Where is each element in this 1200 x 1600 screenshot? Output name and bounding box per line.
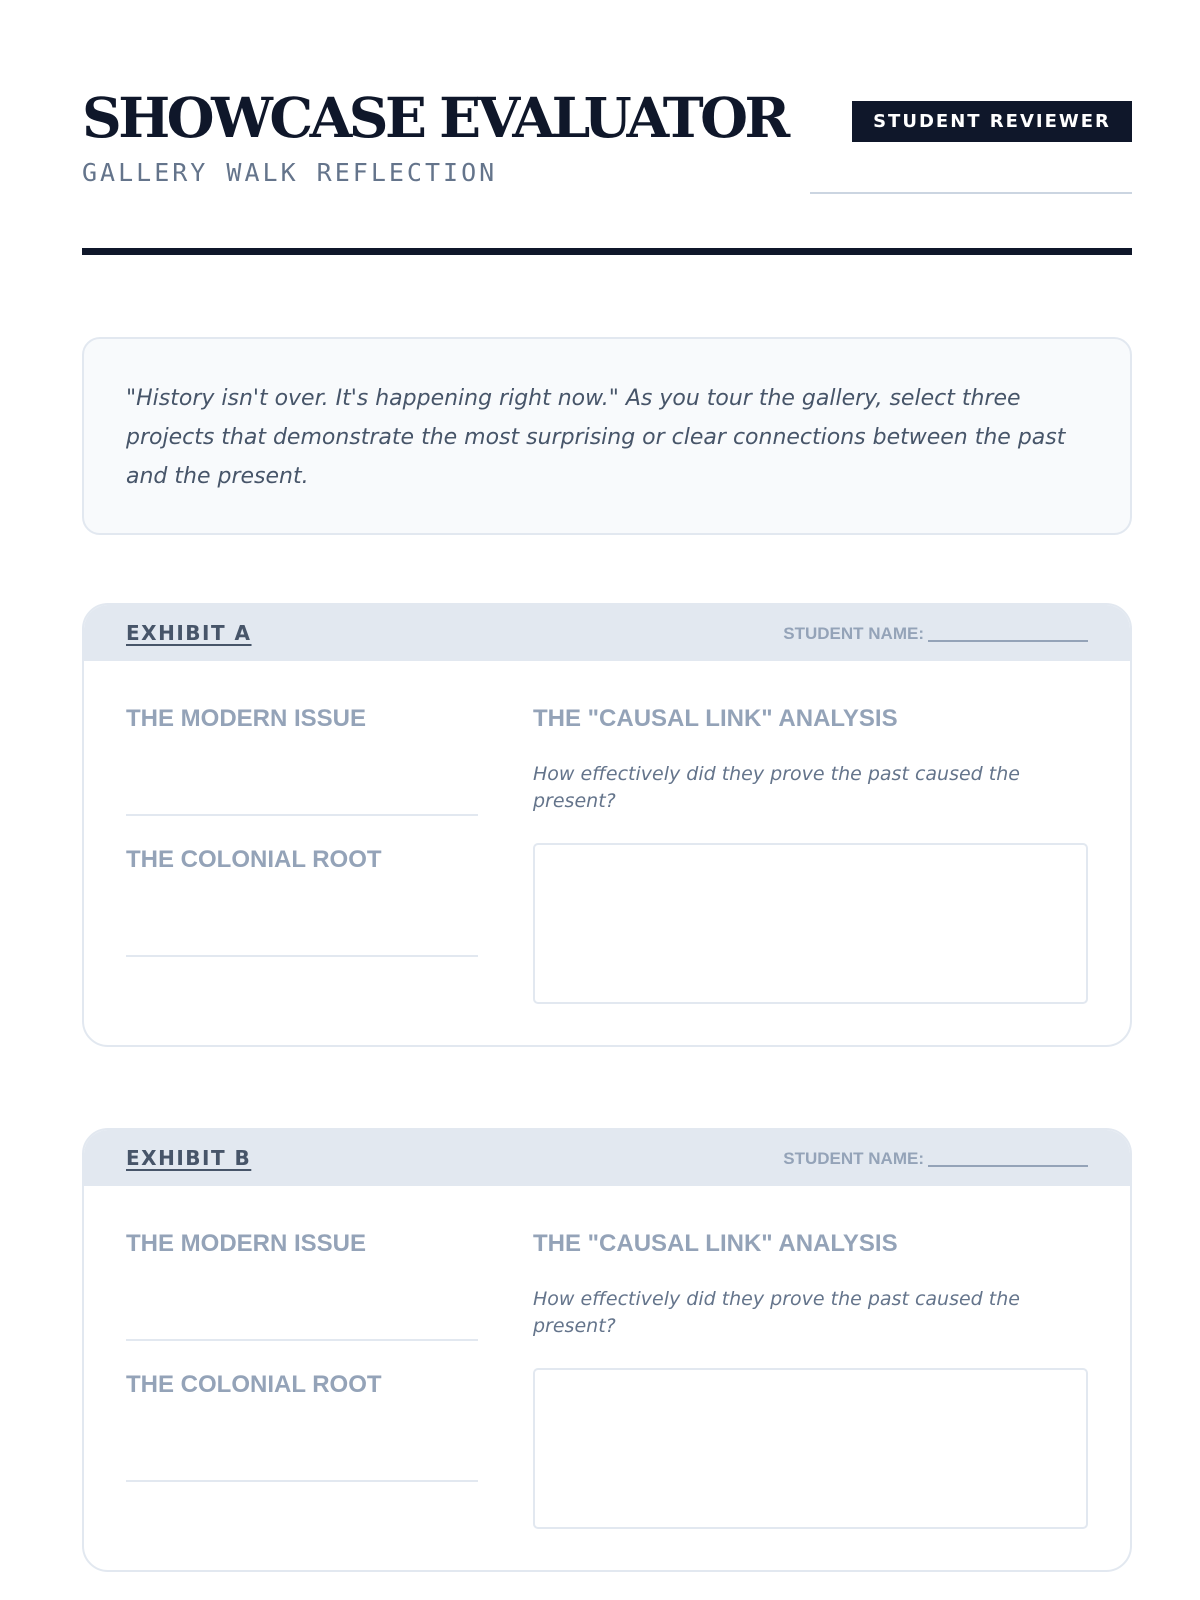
exhibit-card-a bbox=[82, 603, 1132, 1047]
causal-link-prompt: How effectively did they prove the past caused the present? bbox=[533, 763, 1020, 812]
reviewer-name-line[interactable] bbox=[810, 192, 1132, 194]
exhibit-label: EXHIBIT A bbox=[126, 621, 252, 645]
student-name-label: STUDENT NAME: bbox=[783, 1149, 924, 1168]
causal-link-title: THE "CAUSAL LINK" ANALYSIS bbox=[533, 1230, 898, 1257]
modern-issue-answer-line[interactable] bbox=[126, 1339, 478, 1341]
colonial-root-answer-line[interactable] bbox=[126, 955, 478, 957]
exhibit-card-b bbox=[82, 1128, 1132, 1572]
causal-link-prompt: How effectively did they prove the past caused the present? bbox=[533, 1288, 1020, 1337]
exhibit-card-header bbox=[84, 605, 1130, 661]
modern-issue-label: THE MODERN ISSUE bbox=[126, 1230, 367, 1257]
exhibit-label: EXHIBIT B bbox=[126, 1146, 252, 1170]
header-divider bbox=[82, 248, 1132, 255]
student-name-label: STUDENT NAME: bbox=[783, 624, 924, 643]
role-badge: STUDENT REVIEWER bbox=[852, 101, 1132, 142]
causal-link-answer-box[interactable] bbox=[533, 843, 1088, 1004]
causal-link-answer-box[interactable] bbox=[533, 1368, 1088, 1529]
exhibit-card-header bbox=[84, 1130, 1130, 1186]
intro-box bbox=[82, 337, 1132, 535]
causal-link-title: THE "CAUSAL LINK" ANALYSIS bbox=[533, 705, 898, 732]
colonial-root-answer-line[interactable] bbox=[126, 1480, 478, 1482]
page-title: SHOWCASE EVALUATOR bbox=[82, 85, 787, 150]
colonial-root-label: THE COLONIAL ROOT bbox=[126, 1371, 382, 1398]
student-name-blank[interactable] bbox=[928, 640, 1088, 642]
page-subtitle: GALLERY WALK REFLECTION bbox=[82, 158, 498, 187]
colonial-root-label: THE COLONIAL ROOT bbox=[126, 846, 382, 873]
intro-text: "History isn't over. It's happening right now." As you tour the gallery, select three projects that demonstrate the most surprising or clear connections between the past and the present. bbox=[126, 386, 1066, 489]
worksheet-header bbox=[82, 86, 1132, 256]
student-name-blank[interactable] bbox=[928, 1165, 1088, 1167]
student-name-field[interactable] bbox=[783, 1149, 1088, 1169]
student-name-field[interactable] bbox=[783, 624, 1088, 644]
modern-issue-answer-line[interactable] bbox=[126, 814, 478, 816]
modern-issue-label: THE MODERN ISSUE bbox=[126, 705, 367, 732]
